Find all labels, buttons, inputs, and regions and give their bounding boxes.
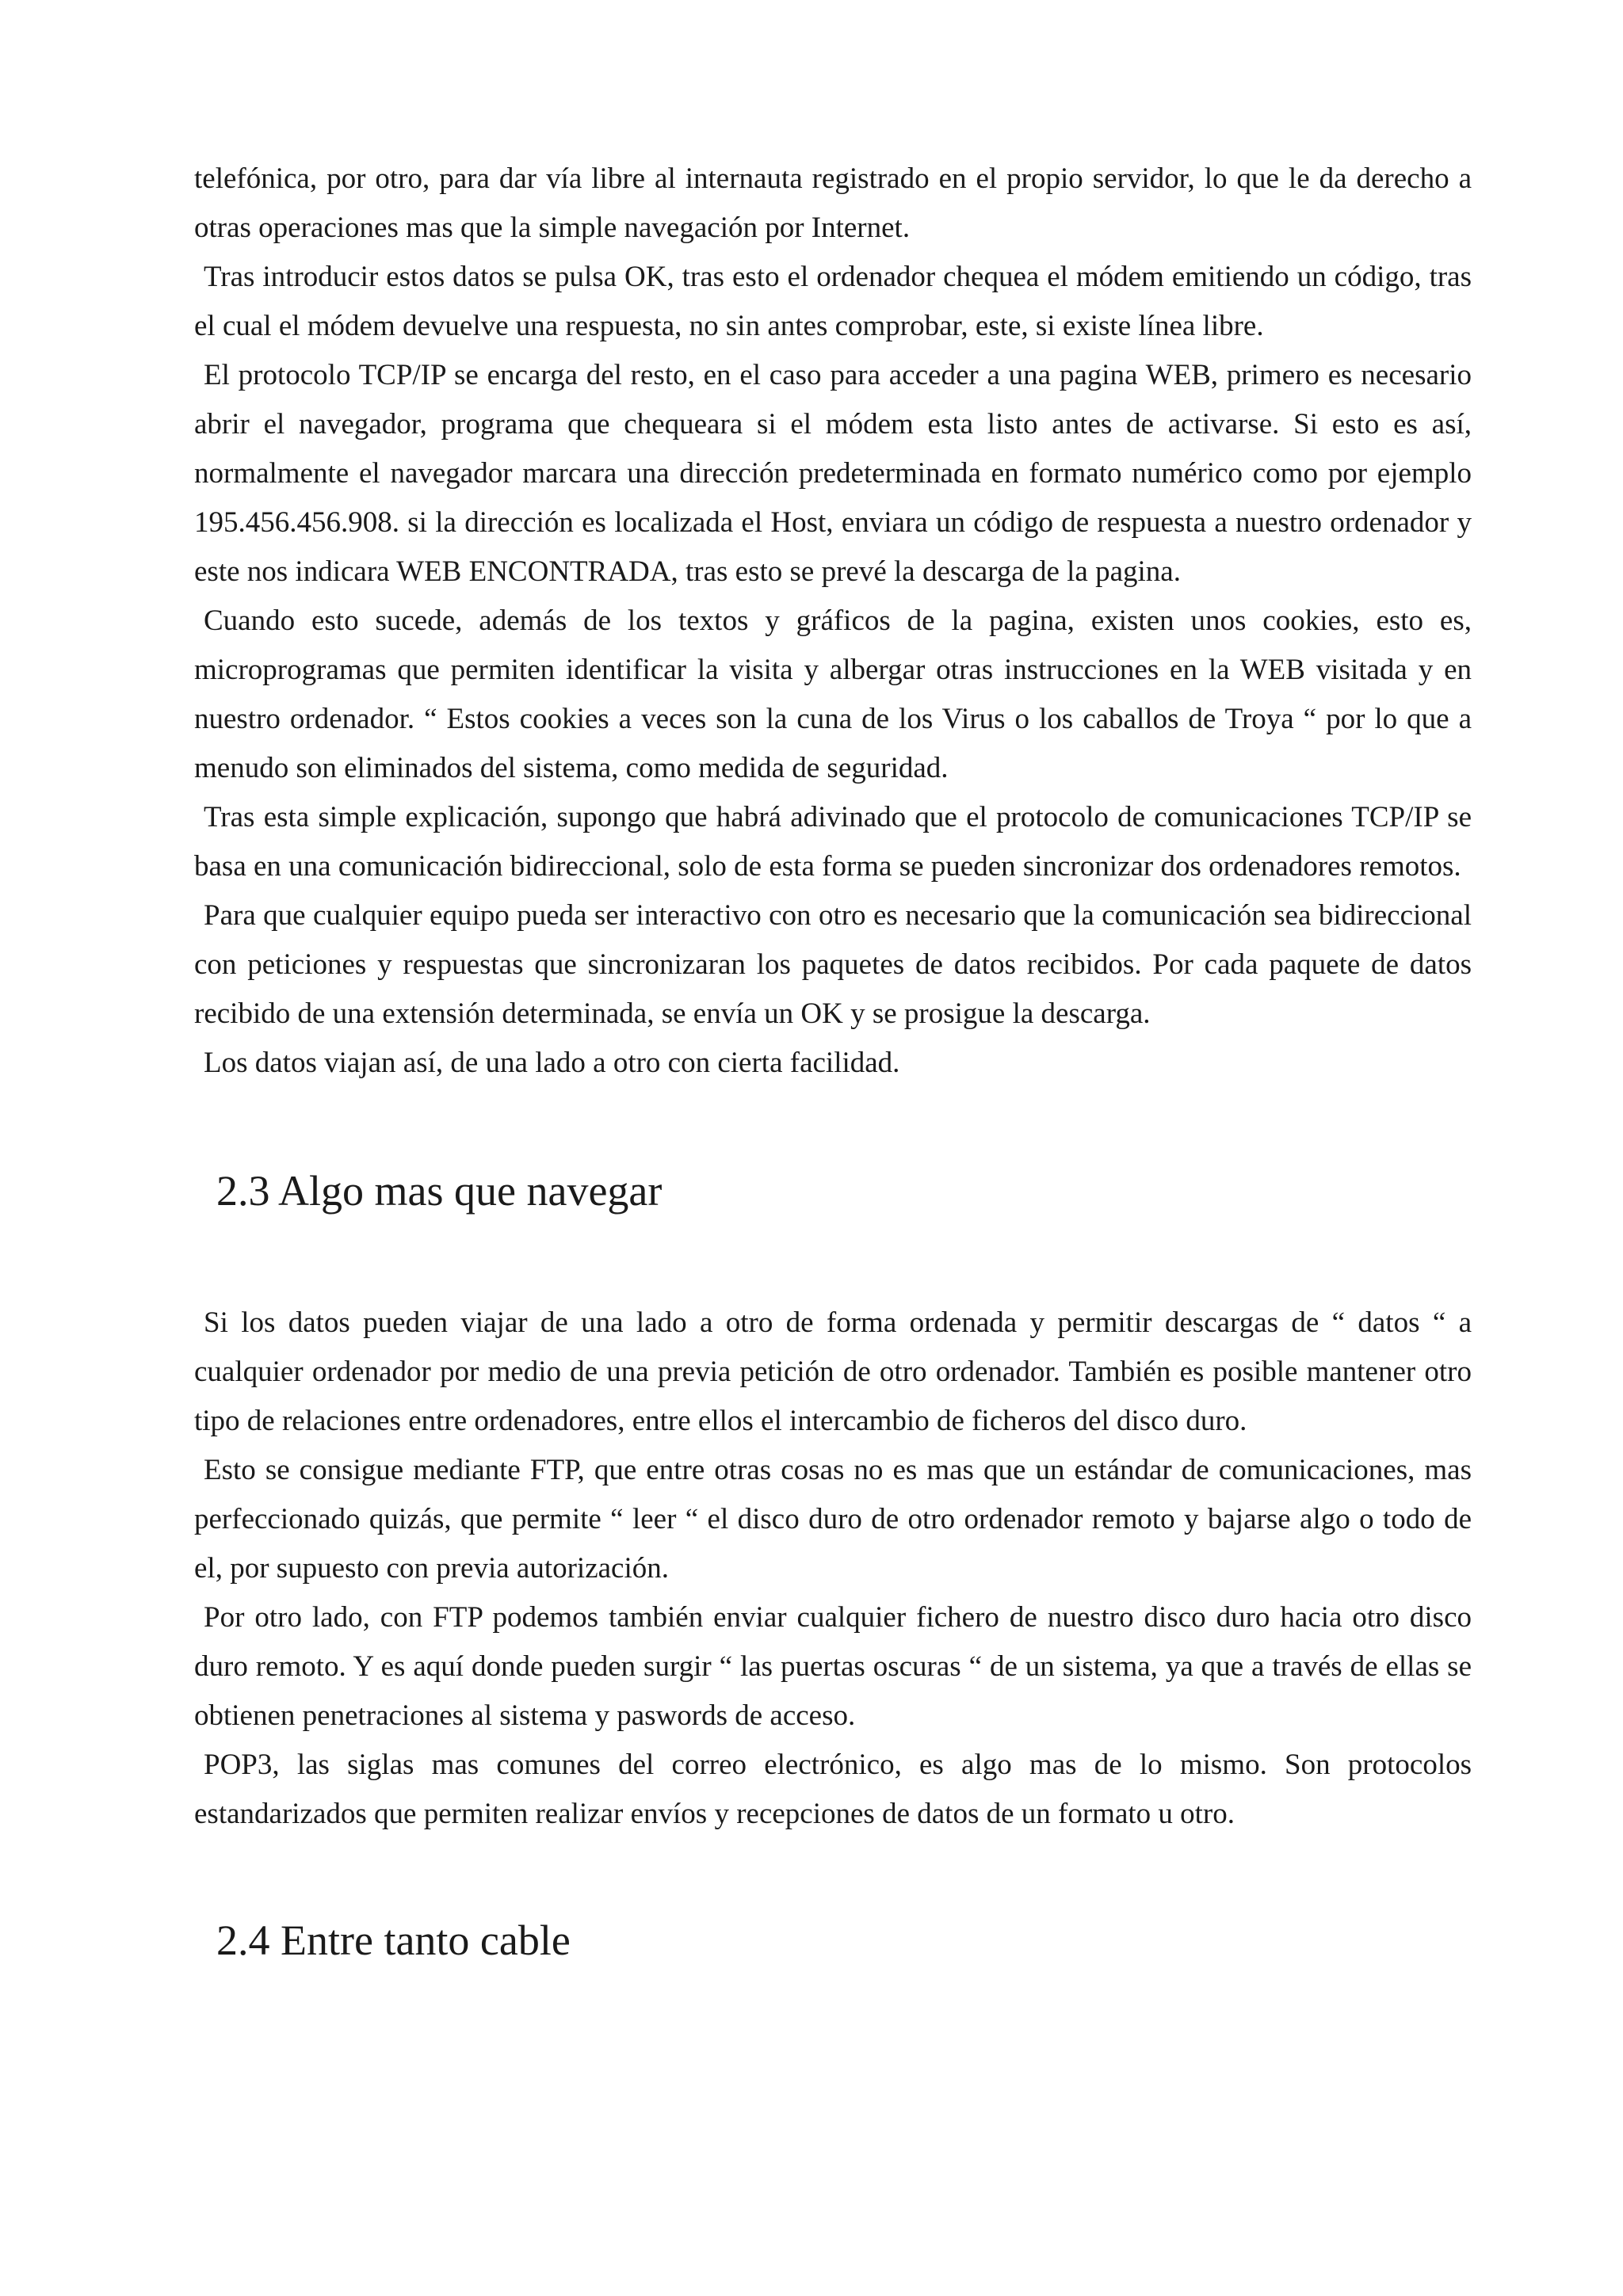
section-2-4 [194, 1915, 1472, 1966]
paragraph: Cuando esto sucede, además de los textos y gráficos de la pagina, existen unos cookies, esto es, microprogramas que permiten identificar la visita y albergar otras instrucciones en la WEB visitada y en nuestro ordenador. “ Estos cookies a veces son la cuna de los Virus o los caballos de Troya “ por lo que a menudo son eliminados del sistema, como medida de seguridad. [194, 605, 1472, 784]
paragraph: Tras introducir estos datos se pulsa OK, tras esto el ordenador chequea el módem emitiendo un código, tras el cual el módem devuelve una respuesta, no sin antes comprobar, este, si existe línea libre. [194, 261, 1472, 342]
paragraph: Para que cualquier equipo pueda ser interactivo con otro es necesario que la comunicación sea bidireccional con peticiones y respuestas que sincronizaran los paquetes de datos recibidos. Por cada paquete de datos recibido de una extensión determinada, se envía un OK y se prosigue la descarga. [194, 899, 1472, 1030]
paragraph: Si los datos pueden viajar de una lado a otro de forma ordenada y permitir descargas de “ datos “ a cualquier ordenador por medio de una previa petición de otro ordenador. También es posible mantener otro tipo de relaciones entre ordenadores, entre ellos el intercambio de ficheros del disco duro. [194, 1306, 1472, 1437]
paragraph: telefónica, por otro, para dar vía libre al internauta registrado en el propio servidor, lo que le da derecho a otras operaciones mas que la simple navegación por Internet. [194, 162, 1472, 244]
section-continuation [194, 154, 1472, 1088]
paragraph: Por otro lado, con FTP podemos también enviar cualquier fichero de nuestro disco duro hacia otro disco duro remoto. Y es aquí donde pueden surgir “ las puertas oscuras “ de un sistema, ya que a través de ellas se obtienen penetraciones al sistema y paswords de acceso. [194, 1601, 1472, 1732]
section-2-3 [194, 1165, 1472, 1839]
section-heading: 2.4 Entre tanto cable [216, 1917, 571, 1964]
paragraph: Esto se consigue mediante FTP, que entre otras cosas no es mas que un estándar de comunicaciones, mas perfeccionado quizás, que permite “ leer “ el disco duro de otro ordenador remoto y bajarse algo o todo de el, por supuesto con previa autorización. [194, 1454, 1472, 1585]
section-heading: 2.3 Algo mas que navegar [216, 1167, 663, 1215]
document-page [194, 154, 1472, 1966]
paragraph: Los datos viajan así, de una lado a otro con cierta facilidad. [204, 1047, 900, 1079]
paragraph: Tras esta simple explicación, supongo que habrá adivinado que el protocolo de comunicaciones TCP/IP se basa en una comunicación bidireccional, solo de esta forma se pueden sincronizar dos ordenadores remotos. [194, 801, 1472, 883]
paragraph: POP3, las siglas mas comunes del correo electrónico, es algo mas de lo mismo. Son protocolos estandarizados que permiten realizar envíos y recepciones de datos de un formato u otro. [194, 1749, 1472, 1830]
paragraph: El protocolo TCP/IP se encarga del resto, en el caso para acceder a una pagina WEB, primero es necesario abrir el navegador, programa que chequeara si el módem esta listo antes de activarse. Si esto es así, normalmente el navegador marcara una dirección predeterminada en formato numérico como por ejemplo 195.456.456.908. si la dirección es localizada el Host, enviara un código de respuesta a nuestro ordenador y este nos indicara WEB ENCONTRADA, tras esto se prevé la descarga de la pagina. [194, 359, 1472, 588]
